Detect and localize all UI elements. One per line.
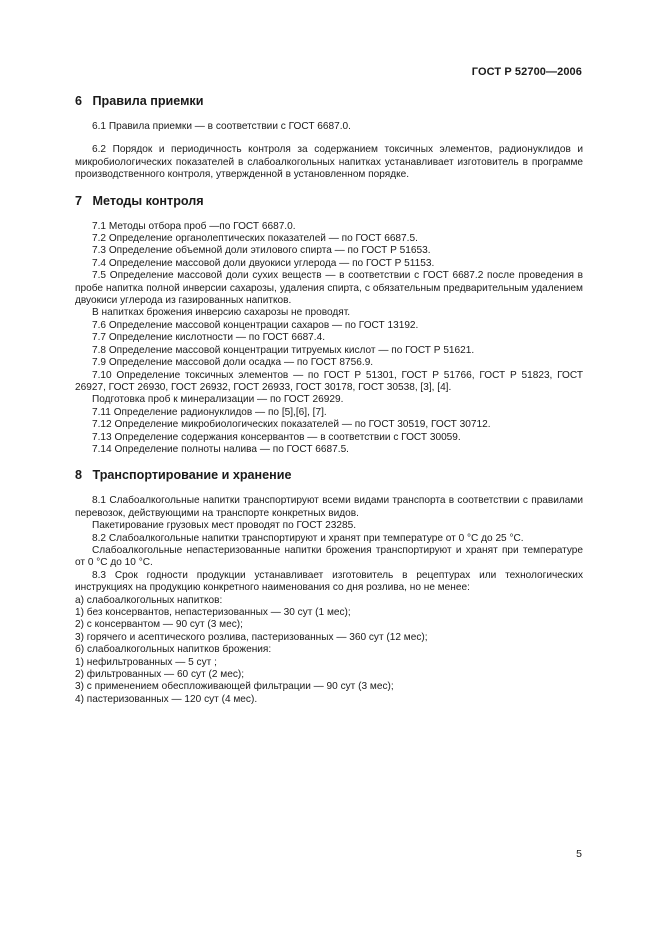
item-7-3: 7.3 Определение объемной доли этилового спирта — по ГОСТ Р 51653. [92, 245, 431, 257]
item-7-4: 7.4 Определение массовой доли двуокиси углерода — по ГОСТ Р 51153. [92, 257, 435, 269]
list-a-1: 1) без консервантов, непастеризованных — 30 сут (1 мес); [75, 607, 351, 618]
item-7-14: 7.14 Определение полноты налива — по ГОСТ 6687.5. [92, 443, 349, 455]
section-title: Методы контроля [92, 193, 204, 208]
paragraph-8-3: 8.3 Срок годности продукции устанавливает изготовитель в рецептурах или технологических инструкциях на продукцию конкретного наименования со дня розлива, но не менее: [75, 569, 583, 594]
paragraph-8-1-note: Пакетирование грузовых мест проводят по ГОСТ 23285. [92, 520, 357, 532]
list-b-4: 4) пастеризованных — 120 сут (4 мес). [75, 693, 258, 705]
item-7-8: 7.8 Определение массовой концентрации титруемых кислот — по ГОСТ Р 51621. [92, 344, 475, 356]
section-8-heading [75, 468, 583, 483]
item-7-12: 7.12 Определение микробиологических показателей — по ГОСТ 30519, ГОСТ 30712. [92, 419, 491, 431]
section-7-heading [75, 194, 583, 209]
list-a: а) слабоалкогольных напитков: [75, 594, 223, 606]
section-number: 8 [75, 468, 83, 483]
list-b: б) слабоалкогольных напитков брожения: [75, 644, 272, 656]
item-7-5: 7.5 Определение массовой доли сухих веществ — в соответствии с ГОСТ 6687.2 после проведения в пробе напитка полной инверсии сахарозы, удаления спирта, с обязательным предварительным удалением двуокиси углерода из газированных напитков. [75, 270, 583, 307]
section-6-heading [75, 94, 583, 109]
paragraph-8-1: 8.1 Слабоалкогольные напитки транспортируют всеми видами транспорта в соответствии с правилами перевозок, действующими на транспорте конкретных видов. [75, 495, 583, 519]
list-b-3: 3) с применением обеспложивающей фильтрации — 90 сут (3 мес); [75, 681, 394, 693]
item-7-5-note: В напитках брожения инверсию сахарозы не проводят. [92, 307, 351, 319]
list-a-3: 3) горячего и асептического розлива, пастеризованных — 360 сут (12 мес); [75, 631, 428, 643]
item-7-6: 7.6 Определение массовой концентрации сахаров — по ГОСТ 13192. [92, 319, 419, 331]
list-b-2: 2) фильтрованных — 60 сут (2 мес); [75, 669, 245, 681]
item-7-1: 7.1 Методы отбора проб —по ГОСТ 6687.0. [92, 220, 296, 232]
item-7-7: 7.7 Определение кислотности — по ГОСТ 6687.4. [92, 332, 326, 344]
list-b-1: 1) нефильтрованных — 5 сут ; [75, 656, 217, 668]
item-7-13: 7.13 Определение содержания консервантов — в соответствии с ГОСТ 30059. [92, 431, 461, 443]
section-title: Транспортирование и хранение [92, 468, 292, 483]
section-number: 6 [75, 94, 83, 108]
page-number: 5 [576, 848, 582, 860]
item-7-11: 7.11 Определение радионуклидов — по [5],[6], [7]. [92, 406, 327, 418]
item-7-10: 7.10 Определение токсичных элементов — по ГОСТ Р 51301, ГОСТ Р 51766, ГОСТ Р 51823, ГОСТ 26927, ГОСТ 26930, ГОСТ 26932, ГОСТ 26933, ГОСТ 30178, ГОСТ 30538, [3], [4]. [75, 369, 583, 393]
item-7-10-note: Подготовка проб к минерализации — по ГОСТ 26929. [92, 394, 344, 406]
item-7-9: 7.9 Определение массовой доли осадка — по ГОСТ 8756.9. [92, 357, 374, 369]
document-body [75, 94, 583, 706]
paragraph-8-2-note: Слабоалкогольные непастеризованные напитки брожения транспортируют и хранят при температуре от 0 °С до 10 °С. [75, 544, 583, 569]
paragraph-8-2: 8.2 Слабоалкогольные напитки транспортируют и хранят при температуре от 0 °С до 25 °С. [92, 532, 524, 544]
section-number: 7 [75, 193, 83, 208]
paragraph-6-2: 6.2 Порядок и периодичность контроля за содержанием токсичных элементов, радионуклидов и микробиологических показателей в слабоалкогольных напитках устанавливает изготовитель в программе производственного контроля, утвержденной в установленном порядке. [75, 144, 583, 181]
section-title: Правила приемки [92, 94, 204, 108]
standard-header: ГОСТ Р 52700—2006 [471, 66, 582, 78]
list-a-2: 2) с консервантом — 90 сут (3 мес); [75, 619, 243, 631]
item-7-2: 7.2 Определение органолептических показателей — по ГОСТ 6687.5. [92, 233, 418, 245]
paragraph-6-1: 6.1 Правила приемки — в соответствии с ГОСТ 6687.0. [92, 121, 351, 132]
